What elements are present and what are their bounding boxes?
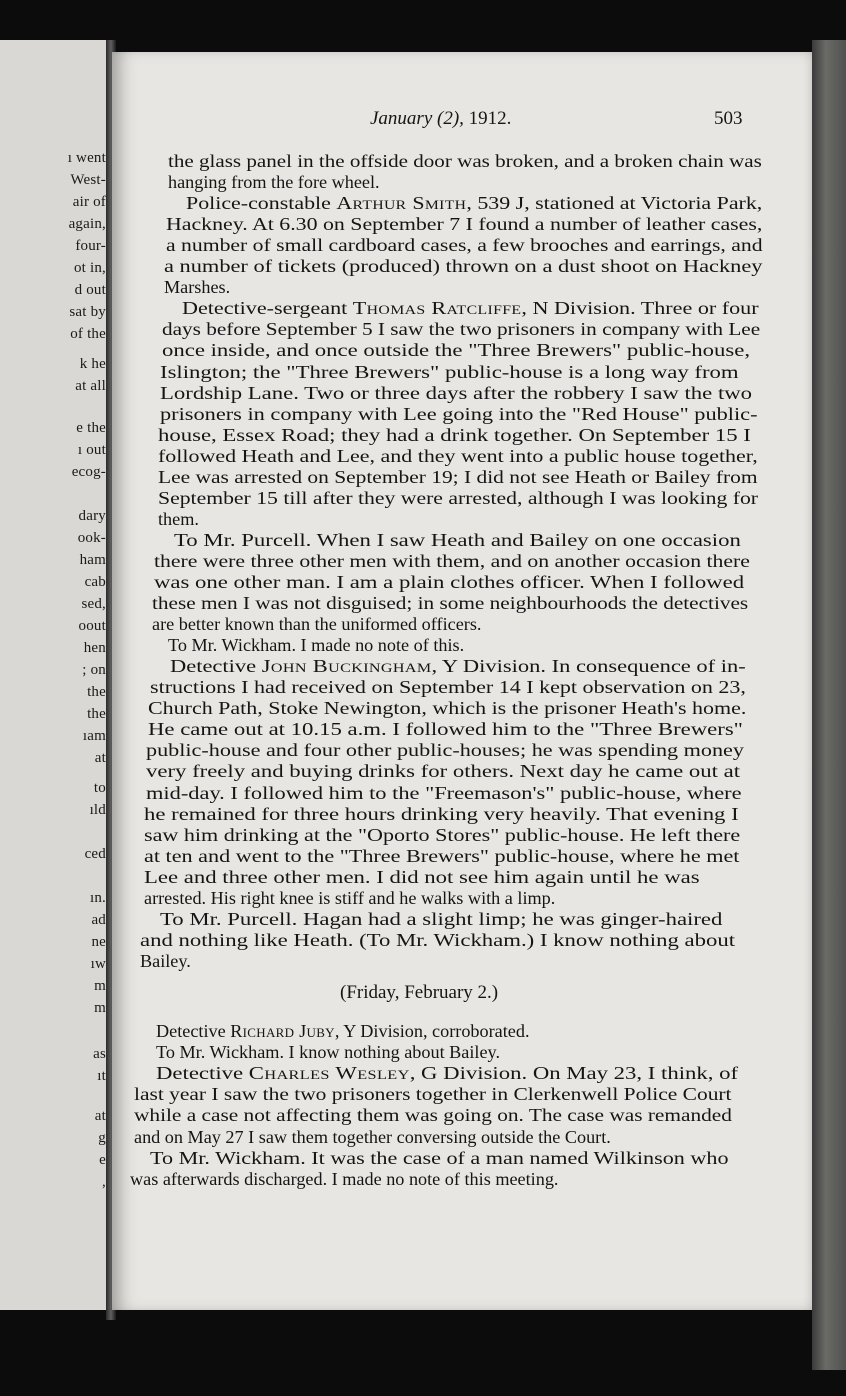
left-page-fragment: to: [93, 780, 106, 796]
text-run: and on May 27 I saw them together conversing outside the Court.: [134, 1126, 611, 1147]
text-run: To Mr. Wickham. I know nothing about Bailey.: [156, 1042, 501, 1063]
text-run: and nothing like Heath. (To Mr. Wickham.) I know nothing about: [140, 929, 736, 950]
left-page-fragment: ecog-: [71, 464, 106, 480]
text-run: , Y Division, corroborated.: [334, 1021, 530, 1041]
left-page-fragment: ot in,: [73, 260, 106, 276]
text-run: house, Essex Road; they had a drink together. On September 15 I: [158, 424, 751, 445]
text-run: was afterwards discharged. I made no note of this meeting.: [130, 1168, 559, 1189]
text-run: was one other man. I am a plain clothes officer. When I followed: [154, 572, 745, 592]
text-line: [174, 529, 741, 551]
text-run: , N Division. Three or four: [521, 298, 759, 319]
text-run: Church Path, Stoke Newington, which is the prisoner Heath's home.: [148, 698, 747, 719]
left-page-fragment: sat by: [69, 304, 106, 320]
left-page-fragment: ced: [84, 846, 106, 862]
text-run: , G Division. On May 23, I think, of: [409, 1063, 739, 1084]
text-line: [160, 361, 739, 383]
text-line: [160, 908, 722, 930]
left-page-fragment: oout: [78, 618, 106, 634]
text-line: [150, 676, 746, 698]
text-line: [134, 1083, 732, 1105]
text-line: [144, 803, 739, 825]
text-line: [148, 697, 746, 719]
left-page-fragment: ıld: [89, 802, 106, 818]
text-line: [152, 592, 748, 614]
text-run: Detective: [156, 1063, 249, 1084]
text-run: are better known than the uniformed officers.: [152, 614, 482, 635]
left-page-fragment: e: [99, 1152, 106, 1168]
text-line: [140, 929, 735, 951]
text-run: at ten and went to the "Three Brewers" public-house, where he met: [144, 845, 740, 866]
name-small-caps: Thomas Ratcliffe: [352, 298, 522, 319]
text-line: [166, 213, 762, 235]
text-run: saw him drinking at the "Oporto Stores" public-house. He left there: [144, 824, 741, 845]
text-run: structions I had received on September 14 I kept observation on 23,: [150, 677, 746, 698]
text-line: [164, 276, 230, 298]
text-run: them.: [158, 508, 199, 529]
left-page-fragment: g: [98, 1130, 106, 1146]
text-run: mid-day. I followed him to the "Freemason's" public-house, where: [146, 782, 742, 803]
text-line: [166, 234, 763, 256]
left-page-fragment: sed,: [81, 596, 106, 612]
running-head-year: 1912.: [468, 108, 512, 129]
text-run: arrested. His right knee is stiff and he walks with a limp.: [144, 887, 556, 908]
text-run: public-house and four other public-houses; he was spending money: [146, 740, 744, 761]
section-heading: (Friday, February 2.): [340, 982, 499, 1003]
text-run: while a case not affecting them was going on. The case was remanded: [134, 1105, 732, 1126]
name-small-caps: John Buckingham: [261, 656, 432, 677]
text-line: [160, 403, 758, 425]
text-run: Marshes.: [164, 277, 231, 298]
text-run: there were three other men with them, and on another occasion there: [154, 550, 750, 571]
text-line: [144, 866, 700, 888]
name-small-caps: Richard Juby: [230, 1021, 335, 1041]
text-line: [134, 1126, 611, 1148]
left-page-fragment: four-: [75, 238, 106, 254]
text-run: prisoners in company with Lee going into the "Red House" public-: [160, 403, 758, 424]
left-page-fragment: ,: [102, 1174, 106, 1190]
left-page-fragment: m: [94, 1000, 106, 1016]
text-line: [146, 782, 742, 804]
text-line: [156, 1062, 738, 1084]
text-run: September 15 till after they were arrested, although I was looking for: [158, 487, 759, 508]
text-run: these men I was not disguised; in some neighbourhoods the detectives: [152, 593, 749, 614]
text-run: a number of tickets (produced) thrown on a dust shoot on Hackney: [164, 256, 763, 277]
left-page-fragment: of the: [70, 326, 106, 342]
text-run: To Mr. Purcell. Hagan had a slight limp; he was ginger-haired: [160, 908, 723, 929]
text-run: Bailey.: [140, 950, 191, 971]
text-line: [158, 466, 758, 488]
text-line: [154, 550, 750, 572]
text-run: Police-constable: [186, 193, 337, 214]
name-small-caps: Charles Wesley: [248, 1063, 410, 1084]
text-line: [158, 424, 751, 446]
text-run: He came out at 10.15 a.m. I followed him to the "Three Brewers": [148, 719, 743, 740]
text-run: a number of small cardboard cases, a few brooches and earrings, and: [166, 235, 763, 256]
text-run: Detective-sergeant: [182, 298, 353, 319]
text-run: very freely and buying drinks for others. Next day he came out at: [146, 761, 741, 782]
text-run: Detective: [170, 656, 262, 677]
text-run: the glass panel in the offside door was broken, and a broken chain was: [168, 151, 762, 171]
left-page-fragment: the: [87, 706, 106, 722]
text-run: hanging from the fore wheel.: [168, 172, 380, 193]
page-number: 503: [714, 108, 743, 129]
left-page-fragment: ı went: [67, 150, 106, 166]
left-page-fragment: ne: [91, 934, 106, 950]
text-line: [160, 382, 752, 404]
left-page-fragment: as: [93, 1046, 106, 1062]
text-line: [156, 1041, 500, 1063]
name-small-caps: Arthur Smith: [336, 193, 467, 214]
text-line: [140, 950, 191, 972]
left-page-fragment: hen: [83, 640, 106, 656]
left-page-fragment: ad: [91, 912, 106, 928]
left-page-fragment: air of: [72, 194, 106, 210]
text-line: [152, 613, 481, 635]
left-page-fragment: m: [94, 978, 106, 994]
text-run: followed Heath and Lee, and they went into a public house together,: [158, 445, 758, 466]
left-page-fragment: ıam: [82, 728, 106, 744]
left-page-fragment: d out: [74, 282, 106, 298]
text-line: [158, 487, 758, 509]
text-run: To Mr. Wickham. It was the case of a man named Wilkinson who: [150, 1147, 729, 1168]
text-run: Lee was arrested on September 19; I did not see Heath or Bailey from: [158, 466, 758, 487]
page-edge: [812, 40, 846, 1370]
text-line: [168, 171, 380, 193]
text-run: he remained for three hours drinking very heavily. That evening I: [144, 803, 739, 824]
left-page-fragment: at: [94, 1108, 106, 1124]
text-run: To Mr. Wickham. I made no note of this.: [168, 635, 465, 656]
left-page-fragment: ook-: [77, 530, 106, 546]
left-page-fragment: at: [94, 750, 106, 766]
left-page-fragment: the: [87, 684, 106, 700]
text-line: [170, 655, 746, 677]
text-line: [130, 1168, 558, 1190]
left-page-fragment: ıw: [90, 956, 106, 972]
text-line: [144, 845, 739, 867]
text-run: days before September 5 I saw the two prisoners in company with Lee: [162, 319, 761, 340]
text-run: , 539 J, stationed at Victoria Park,: [466, 193, 763, 214]
text-line: [158, 445, 758, 467]
text-line: [182, 297, 759, 319]
text-run: Lordship Lane. Two or three days after the robbery I saw the two: [160, 382, 753, 403]
text-line: [150, 1147, 729, 1169]
text-run: last year I saw the two prisoners together in Clerkenwell Police Court: [134, 1084, 732, 1105]
text-run: Detective: [156, 1021, 231, 1041]
left-page-fragment: West-: [70, 172, 106, 188]
text-line: [144, 824, 740, 846]
text-line: [162, 318, 760, 340]
running-head-date: [370, 108, 511, 130]
text-line: [186, 192, 762, 214]
left-page: [0, 40, 112, 1310]
text-line: [168, 634, 464, 656]
text-line: [154, 571, 744, 593]
text-line: [156, 1020, 530, 1042]
text-line: [168, 150, 762, 172]
left-page-fragment: e the: [76, 420, 106, 436]
text-line: [162, 339, 750, 361]
left-page-fragment: at all: [75, 378, 106, 394]
left-page-fragment: ın.: [89, 890, 106, 906]
text-line: [148, 718, 743, 740]
text-line: [158, 508, 199, 530]
text-line: [146, 760, 740, 782]
text-run: Islington; the "Three Brewers" public-house is a long way from: [160, 361, 739, 382]
left-page-fragment: k he: [79, 356, 106, 372]
text-run: To Mr. Purcell. When I saw Heath and Bailey on one occasion: [174, 529, 741, 550]
left-page-fragment: dary: [78, 508, 106, 524]
text-line: [164, 255, 762, 277]
text-run: Hackney. At 6.30 on September 7 I found a number of leather cases,: [166, 214, 763, 235]
text-run: once inside, and once outside the "Three Brewers" public-house,: [162, 340, 751, 361]
text-line: [146, 739, 744, 761]
text-run: Lee and three other men. I did not see him again until he was: [144, 866, 700, 887]
running-head-date-text: January (2),: [370, 108, 464, 129]
left-page-fragment: ham: [79, 552, 106, 568]
left-page-fragment: ıt: [97, 1068, 106, 1084]
text-line: [134, 1104, 732, 1126]
left-page-fragment: again,: [68, 216, 106, 232]
left-page-fragment: ; on: [82, 662, 106, 678]
left-page-fragment: cab: [84, 574, 106, 590]
text-run: , Y Division. In consequence of in-: [431, 656, 746, 677]
text-line: [144, 887, 555, 909]
left-page-fragment: ı out: [77, 442, 106, 458]
